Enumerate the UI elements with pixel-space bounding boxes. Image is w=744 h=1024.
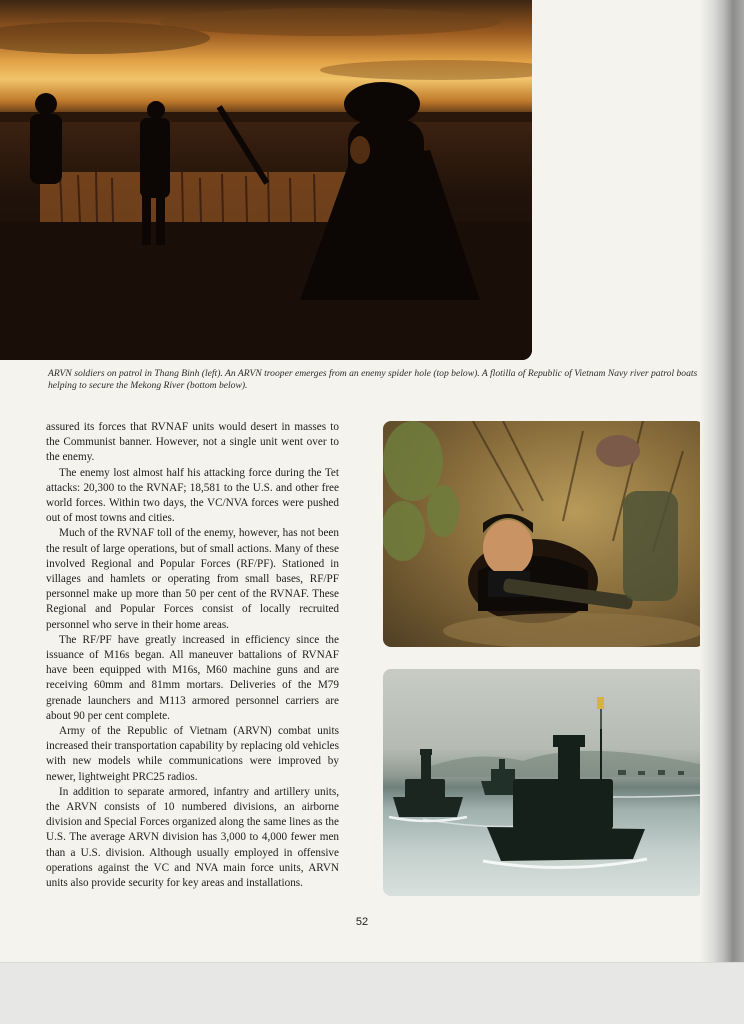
patrol-photo-illustration [0,0,532,360]
paragraph: Much of the RVNAF toll of the enemy, however, has not been the result of large operations, but of small actions. Many of these involved Regional and Popular Forces (RF/PF). Stationed in villages and hamlets or operating from small bases, RF/PF personnel make up more than 50 per cent of the RVNAF. These Regional and Popular Forces consist of locally recruited personnel who serve in their home areas. [46,527,339,631]
paragraph: assured its forces that RVNAF units would desert in masses to the Communist banner. However, not a single unit went over to the enemy. [46,421,339,464]
scan-margin [0,962,744,1024]
river-boats-photo [383,669,704,896]
spider-hole-photo [383,421,704,647]
book-spine-shadow [700,0,744,962]
article-body [46,420,339,891]
paragraph: Army of the Republic of Vietnam (ARVN) combat units increased their transportation capability by replacing old vehicles with new models while communications were improved by newer, lightweight PRC25 radios. [46,725,339,783]
paragraph: In addition to separate armored, infantry and artillery units, the ARVN consists of 10 numbered divisions, an airborne division and Special Forces organized along the same lines as the U.S. The average ARVN division has 3,000 to 4,000 fewer men than a U.S. division. Although usually employed in offensive operations against the VC and NVA main force units, ARVN units also provide security for key areas and installations. [46,785,339,890]
spider-hole-illustration [383,421,704,647]
patrol-photo [0,0,532,360]
river-boats-illustration [383,669,704,896]
paragraph: The RF/PF have greatly increased in efficiency since the issuance of M16s began. All maneuver battalions of RVNAF have been equipped with M16s, M60 machine guns and are receiving 60mm and 81mm mortars. Deliveries of the M79 grenade launchers and M113 armored personnel carriers are about 90 per cent complete. [46,633,339,722]
photo-caption: ARVN soldiers on patrol in Thang Binh (left). An ARVN trooper emerges from an enemy spider hole (top below). A flotilla of Republic of Vietnam Navy river patrol boats helping to secure the Mekong River (bottom below). [48,368,698,391]
page-number: 52 [355,916,369,928]
paragraph: The enemy lost almost half his attacking force during the Tet attacks: 20,300 to the RVNAF; 18,581 to the U.S. and other free world forces. Within two days, the VC/NVA forces were pushed out of most towns and cities. [46,466,339,525]
